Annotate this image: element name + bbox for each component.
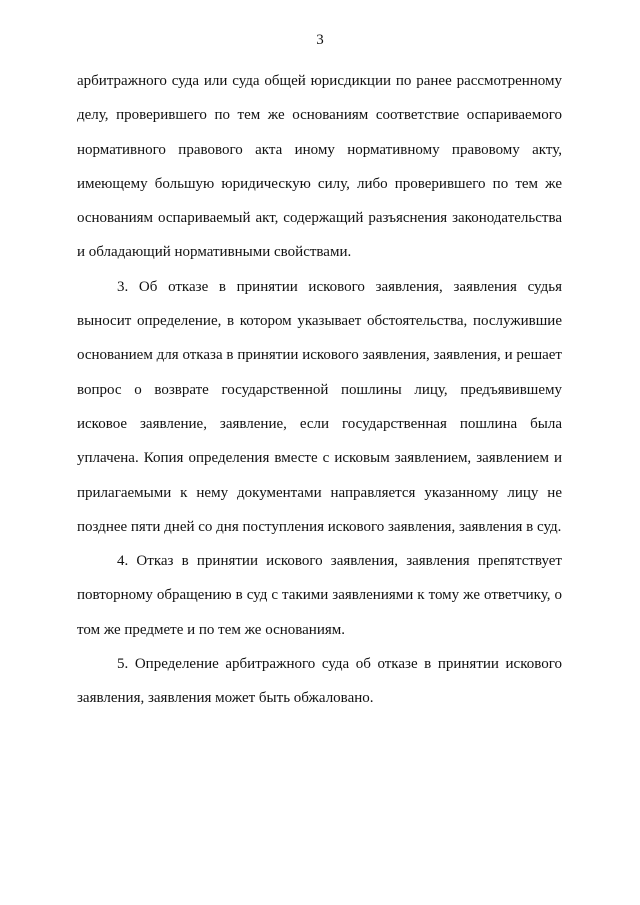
paragraph: [77, 544, 562, 647]
text-line: выносит определение, в котором указывает обстоятельства, послужившие: [77, 313, 562, 330]
text-line: повторному обращению в суд с такими заявлениями к тому же ответчику, о: [77, 587, 562, 604]
document-body: [77, 64, 562, 716]
paragraph: [77, 64, 562, 270]
text-line: 5. Определение арбитражного суда об отказе в принятии искового: [117, 656, 562, 673]
text-line: и обладающий нормативными свойствами.: [77, 244, 352, 261]
text-line: 4. Отказ в принятии искового заявления, заявления препятствует: [117, 553, 562, 570]
text-line: делу, проверившего по тем же основаниям соответствие оспариваемого: [77, 107, 562, 124]
text-line: арбитражного суда или суда общей юрисдикции по ранее рассмотренному: [77, 73, 562, 89]
text-line: основаниям оспариваемый акт, содержащий разъяснения законодательства: [77, 210, 562, 227]
text-line: вопрос о возврате государственной пошлины лицу, предъявившему: [77, 381, 562, 398]
text-line: заявления, заявления может быть обжаловано.: [77, 690, 374, 707]
text-line: исковое заявление, заявление, если государственная пошлина была: [77, 415, 562, 432]
text-line: 3. Об отказе в принятии искового заявления, заявления судья: [117, 278, 562, 295]
text-line: имеющему большую юридическую силу, либо проверившего по тем же: [77, 175, 562, 192]
paragraph: [77, 647, 562, 716]
paragraph: [77, 270, 562, 544]
page-number: 3: [316, 32, 324, 48]
text-line: том же предмете и по тем же основаниям.: [77, 621, 346, 638]
text-line: позднее пяти дней со дня поступления искового заявления, заявления в суд.: [77, 518, 562, 535]
text-line: основанием для отказа в принятии искового заявления, заявления, и решает: [77, 347, 562, 364]
text-line: прилагаемыми к нему документами направляется указанному лицу не: [77, 484, 562, 501]
text-line: нормативного правового акта иному нормативному правовому акту,: [77, 141, 562, 158]
text-line: уплачена. Копия определения вместе с исковым заявлением, заявлением и: [77, 450, 562, 467]
